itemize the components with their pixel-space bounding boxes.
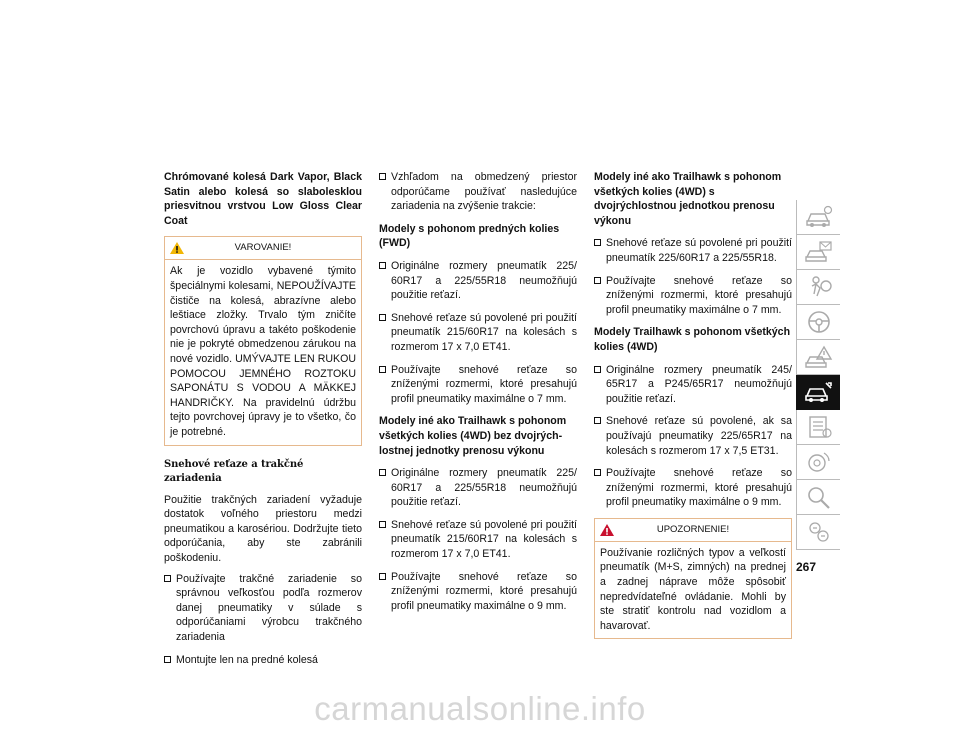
car-emergency-icon[interactable] xyxy=(796,340,840,375)
multimedia-icon[interactable] xyxy=(796,445,840,480)
4wd-two-speed-heading: Modely iné ako Trailhawk s pohonom všetkých kolies (4WD) s dvojrýchlostnou jednotkou prenosu výkonu xyxy=(594,171,782,227)
page-number: 267 xyxy=(796,560,817,574)
language-icon[interactable] xyxy=(796,515,840,550)
checkbox-bullet-icon xyxy=(594,469,601,476)
caution-body: Používanie rozličných typov a veľkostí pneumatík (M+S, zimných) na prednej a zadnej náprave môže spôsobiť nepredvídateľné ovládanie. Mohli by ste stratiť kontrolu nad vozidlom a havarovať. xyxy=(600,546,786,632)
list-item: Originálne rozmery pneumatík 225/ 60R17 a 225/55R18 neumožňujú použitie reťazí. xyxy=(379,466,577,510)
col2-top-list xyxy=(379,170,577,214)
checkbox-bullet-icon xyxy=(164,656,171,663)
fwd-list xyxy=(379,259,577,406)
warning-title: VAROVANIE! xyxy=(234,242,292,254)
4wd-single-speed-list xyxy=(379,466,577,613)
checkbox-bullet-icon xyxy=(594,417,601,424)
checkbox-bullet-icon xyxy=(379,521,386,528)
wheels-heading: Chrómované kolesá Dark Vapor, Black Satin alebo kolesá so slabolesklou priesvitnou vrstvou Low Gloss Clear Coat xyxy=(164,171,362,227)
warning-header xyxy=(165,237,361,260)
checkbox-bullet-icon xyxy=(379,366,386,373)
caution-header xyxy=(595,519,791,542)
trailhawk-list xyxy=(594,363,792,510)
list-item: Snehové reťaze sú povolené pri použití pneumatík 215/60R17 na kolesách s rozmerom 17 x 7,0 ET41. xyxy=(379,518,577,562)
col1-bullet-list xyxy=(164,572,362,668)
checkbox-bullet-icon xyxy=(594,239,601,246)
car-service-icon[interactable] xyxy=(796,375,840,410)
column-2 xyxy=(379,170,577,621)
list-item: Originálne rozmery pneumatík 245/ 65R17 a P245/65R17 neumožňujú použitie reťazí. xyxy=(594,363,792,407)
list-item: Snehové reťaze sú povolené, ak sa používajú pneumatiky 225/65R17 na kolesách s rozmerom 17 x 7,5 ET31. xyxy=(594,414,792,458)
checkbox-bullet-icon xyxy=(594,277,601,284)
warning-triangle-icon xyxy=(169,241,185,264)
column-3 xyxy=(594,170,792,651)
warning-box xyxy=(164,236,362,445)
list-item: Vzhľadom na obmedzený priestor odporúčame používať nasledujúce zariadenia na zvýšenie trakcie: xyxy=(379,170,577,214)
checklist-specs-icon[interactable] xyxy=(796,410,840,445)
column-1 xyxy=(164,170,362,675)
list-item: Používajte trakčné zariadenie so správnou veľkosťou podľa rozmerov danej pneumatiky v súlade s odporúčaniami výrobcu trakčného zariadenia xyxy=(164,572,362,645)
fwd-heading: Modely s pohonom predných kolies (FWD) xyxy=(379,222,560,250)
section-title-snow-chains: Snehové reťaze a trakčné zariadenia xyxy=(164,458,304,485)
checkbox-bullet-icon xyxy=(379,314,386,321)
watermark: carmanualsonline.info xyxy=(314,690,646,727)
caution-title: UPOZORNENIE! xyxy=(656,523,730,535)
airbag-safety-icon[interactable] xyxy=(796,270,840,305)
caution-box xyxy=(594,518,792,640)
car-info-icon[interactable] xyxy=(796,200,840,235)
list-item: Používajte snehové reťaze so zníženými rozmermi, ktoré presahujú profil pneumatiky maximálne o 9 mm. xyxy=(379,570,577,614)
list-item: Používajte snehové reťaze so zníženými rozmermi, ktoré presahujú profil pneumatiky maximálne o 7 mm. xyxy=(379,363,577,407)
warning-body: Ak je vozidlo vybavené týmito špeciálnymi kolesami, NEPOUŽÍVAJTE čističe na kolesá, abrazívne alebo leštiace zložky. Trvalo tým zničíte povrchovú úpravu a takéto poškodenie nie je pokryté obmedzenou zárukou na nové vozidlo. UMÝVAJTE LEN RUKOU POMOCOU JEMNÉHO ROZTOKU SAPONÁTU S VODOU A MÄKKEJ HANDRIČKY. Na pravidelnú údržbu tejto povrchovej úpravy je to všetko, čo je potrebné. xyxy=(170,265,356,438)
caution-triangle-icon xyxy=(599,523,615,546)
list-item: Používajte snehové reťaze so zníženými rozmermi, ktoré presahujú profil pneumatiky maximálne o 9 mm. xyxy=(594,466,792,510)
checkbox-bullet-icon xyxy=(594,366,601,373)
list-item: Používajte snehové reťaze so zníženými rozmermi, ktoré presahujú profil pneumatiky maximálne o 7 mm. xyxy=(594,274,792,318)
list-item: Originálne rozmery pneumatík 225/ 60R17 a 225/55R18 neumožňujú použitie reťazí. xyxy=(379,259,577,303)
checkbox-bullet-icon xyxy=(379,173,386,180)
trailhawk-heading: Modely Trailhawk s pohonom všetkých kolies (4WD) xyxy=(594,326,791,353)
search-index-icon[interactable] xyxy=(796,480,840,515)
checkbox-bullet-icon xyxy=(379,262,386,269)
steering-wheel-icon[interactable] xyxy=(796,305,840,340)
list-item: Snehové reťaze sú povolené pri použití pneumatík 215/60R17 na kolesách s rozmerom 17 x 7,0 ET41. xyxy=(379,311,577,355)
checkbox-bullet-icon xyxy=(379,573,386,580)
4wd-two-speed-list xyxy=(594,236,792,317)
list-item: Snehové reťaze sú povolené pri použití pneumatík 225/60R17 a 225/55R18. xyxy=(594,236,792,265)
chapter-nav xyxy=(796,200,840,550)
traction-paragraph: Použitie trakčných zariadení vyžaduje dostatok voľného priestoru medzi pneumatikou a karosériou. Dodržujte tieto odporúčania, aby ste zabránili poškodeniu. xyxy=(164,493,362,565)
checkbox-bullet-icon xyxy=(379,469,386,476)
4wd-single-speed-heading: Modely iné ako Trailhawk s pohonom všetkých kolies (4WD) bez dvojrýchlostnej jednotky prenosu výkonu xyxy=(379,415,567,457)
checkbox-bullet-icon xyxy=(164,575,171,582)
car-message-icon[interactable] xyxy=(796,235,840,270)
list-item: Montujte len na predné kolesá xyxy=(164,653,362,668)
